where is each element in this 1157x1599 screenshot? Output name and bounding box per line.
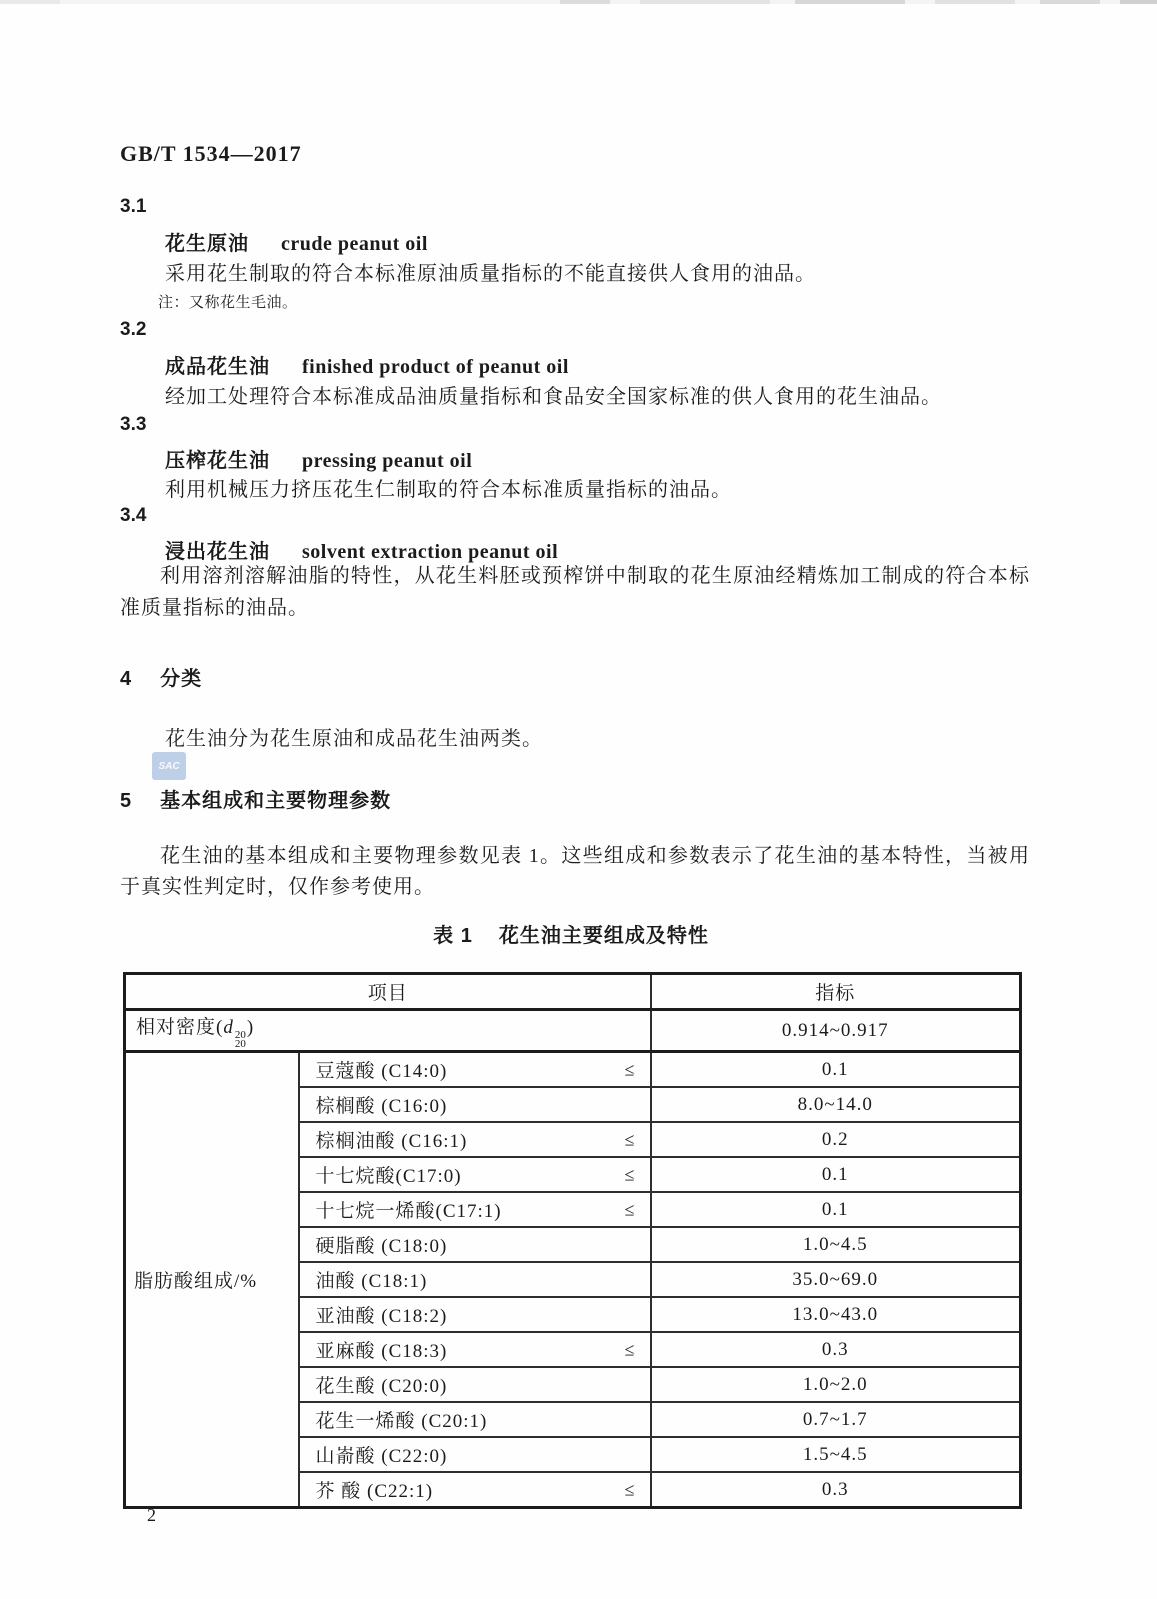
- acid-name-cell: [299, 1332, 651, 1367]
- table-caption: 花生油主要组成及特性: [498, 925, 709, 947]
- acid-name: 山嵛酸 (C22:0): [315, 1446, 448, 1467]
- table-row: [125, 1052, 1021, 1088]
- chapter-number: 4: [120, 668, 133, 690]
- acid-name: 花生酸 (C20:0): [315, 1376, 448, 1397]
- acid-name: 十七烷一烯酸(C17:1): [315, 1201, 502, 1222]
- column-header-spec: 指标: [651, 974, 1021, 1010]
- acid-name: 芥 酸 (C22:1): [315, 1481, 434, 1502]
- spec-value: 0.1: [651, 1192, 1021, 1227]
- acid-name-cell: [299, 1402, 651, 1437]
- scan-artifact-strip: [0, 0, 1157, 4]
- term-en: solvent extraction peanut oil: [302, 541, 559, 563]
- acid-name-cell: [299, 1437, 651, 1472]
- spec-value: 0.1: [651, 1157, 1021, 1192]
- acid-name: 亚麻酸 (C18:3): [315, 1341, 448, 1362]
- term-en: pressing peanut oil: [302, 450, 473, 472]
- spec-value: 1.0~4.5: [651, 1227, 1021, 1262]
- leq-symbol: ≤: [624, 1199, 636, 1219]
- chapter-title: 分类: [160, 668, 203, 690]
- term-cn: 成品花生油: [165, 356, 270, 378]
- term-cn: 浸出花生油: [165, 541, 270, 563]
- acid-name-cell: [299, 1192, 651, 1227]
- table-number: 表 1: [433, 925, 473, 947]
- acid-name-cell: [299, 1052, 651, 1088]
- page-number: 2: [147, 1505, 157, 1525]
- spec-value: 8.0~14.0: [651, 1087, 1021, 1122]
- acid-name: 棕榈油酸 (C16:1): [315, 1131, 468, 1152]
- term-3-1: [165, 227, 428, 256]
- spec-value: 0.3: [651, 1472, 1021, 1508]
- spec-value: 1.0~2.0: [651, 1367, 1021, 1402]
- term-3-2: [165, 350, 569, 379]
- spec-value: 13.0~43.0: [651, 1297, 1021, 1332]
- spec-value: 0.1: [651, 1052, 1021, 1088]
- acid-name-cell: [299, 1122, 651, 1157]
- spec-value: 0.7~1.7: [651, 1402, 1021, 1437]
- density-superscript: 20: [234, 1029, 246, 1041]
- spec-value: 1.5~4.5: [651, 1437, 1021, 1472]
- density-label-prefix: 相对密度(: [136, 1017, 224, 1038]
- section-number-3-4: 3.4: [120, 505, 147, 526]
- acid-name-cell: [299, 1157, 651, 1192]
- definition-3-3: 利用机械压力挤压花生仁制取的符合本标准质量指标的油品。: [165, 479, 732, 501]
- leq-symbol: ≤: [624, 1059, 636, 1079]
- acid-name-cell: [299, 1087, 651, 1122]
- term-3-3: [165, 444, 472, 473]
- table-1-title: [123, 919, 1019, 948]
- acid-name: 亚油酸 (C18:2): [315, 1306, 448, 1327]
- chapter-title: 基本组成和主要物理参数: [160, 790, 392, 812]
- term-cn: 花生原油: [165, 233, 249, 255]
- chapter-5-heading: [120, 784, 391, 813]
- leq-symbol: ≤: [624, 1479, 636, 1499]
- note-3-1: 注：又称花生毛油。: [158, 295, 298, 311]
- term-cn: 压榨花生油: [165, 450, 270, 472]
- spec-value: 0.2: [651, 1122, 1021, 1157]
- acid-name: 豆蔻酸 (C14:0): [315, 1061, 448, 1082]
- chapter-5-body: 花生油的基本组成和主要物理参数见表 1。这些组成和参数表示了花生油的基本特性，当被用于真实性判定时，仅作参考使用。: [120, 845, 1030, 898]
- leq-symbol: ≤: [624, 1339, 636, 1359]
- definition-3-4: 利用溶剂溶解油脂的特性，从花生料胚或预榨饼中制取的花生原油经精炼加工制成的符合本标准质量指标的油品。: [120, 565, 1030, 619]
- leq-symbol: ≤: [624, 1129, 636, 1149]
- density-row: [125, 1010, 1021, 1052]
- density-subscript: 20: [234, 1038, 246, 1050]
- definition-3-1: 采用花生制取的符合本标准原油质量指标的不能直接供人食用的油品。: [165, 263, 816, 285]
- density-label-suffix: ): [246, 1017, 255, 1038]
- acid-name-cell: [299, 1262, 651, 1297]
- column-header-item: 项目: [125, 974, 651, 1010]
- table-1: [123, 972, 1022, 1509]
- spec-value: 0.3: [651, 1332, 1021, 1367]
- acid-name: 花生一烯酸 (C20:1): [315, 1411, 488, 1432]
- chapter-4-heading: [120, 662, 202, 691]
- acid-name-cell: [299, 1227, 651, 1262]
- section-number-3-2: 3.2: [120, 319, 147, 340]
- acid-name: 硬脂酸 (C18:0): [315, 1236, 448, 1257]
- leq-symbol: ≤: [624, 1164, 636, 1184]
- table-header-row: [125, 974, 1021, 1010]
- spec-value: 0.914~0.917: [651, 1010, 1021, 1052]
- acid-name: 棕榈酸 (C16:0): [315, 1096, 448, 1117]
- acid-name: 十七烷酸(C17:0): [315, 1166, 462, 1187]
- acid-name-cell: [299, 1297, 651, 1332]
- density-label: [125, 1010, 651, 1052]
- sac-watermark: SAC: [152, 752, 186, 780]
- acid-name-cell: [299, 1367, 651, 1402]
- term-en: crude peanut oil: [281, 233, 428, 255]
- density-symbol: d: [223, 1017, 234, 1038]
- definition-3-2: 经加工处理符合本标准成品油质量指标和食品安全国家标准的供人食用的花生油品。: [165, 386, 942, 408]
- fatty-acid-group-label: 脂肪酸组成/%: [125, 1052, 299, 1508]
- standard-number: GB/T 1534—2017: [120, 141, 302, 166]
- acid-name-cell: [299, 1472, 651, 1508]
- section-number-3-3: 3.3: [120, 414, 147, 435]
- section-number-3-1: 3.1: [120, 196, 147, 217]
- acid-name: 油酸 (C18:1): [315, 1271, 428, 1292]
- chapter-number: 5: [120, 790, 133, 812]
- chapter-4-body: 花生油分为花生原油和成品花生油两类。: [165, 728, 543, 750]
- spec-value: 35.0~69.0: [651, 1262, 1021, 1297]
- term-en: finished product of peanut oil: [302, 356, 569, 378]
